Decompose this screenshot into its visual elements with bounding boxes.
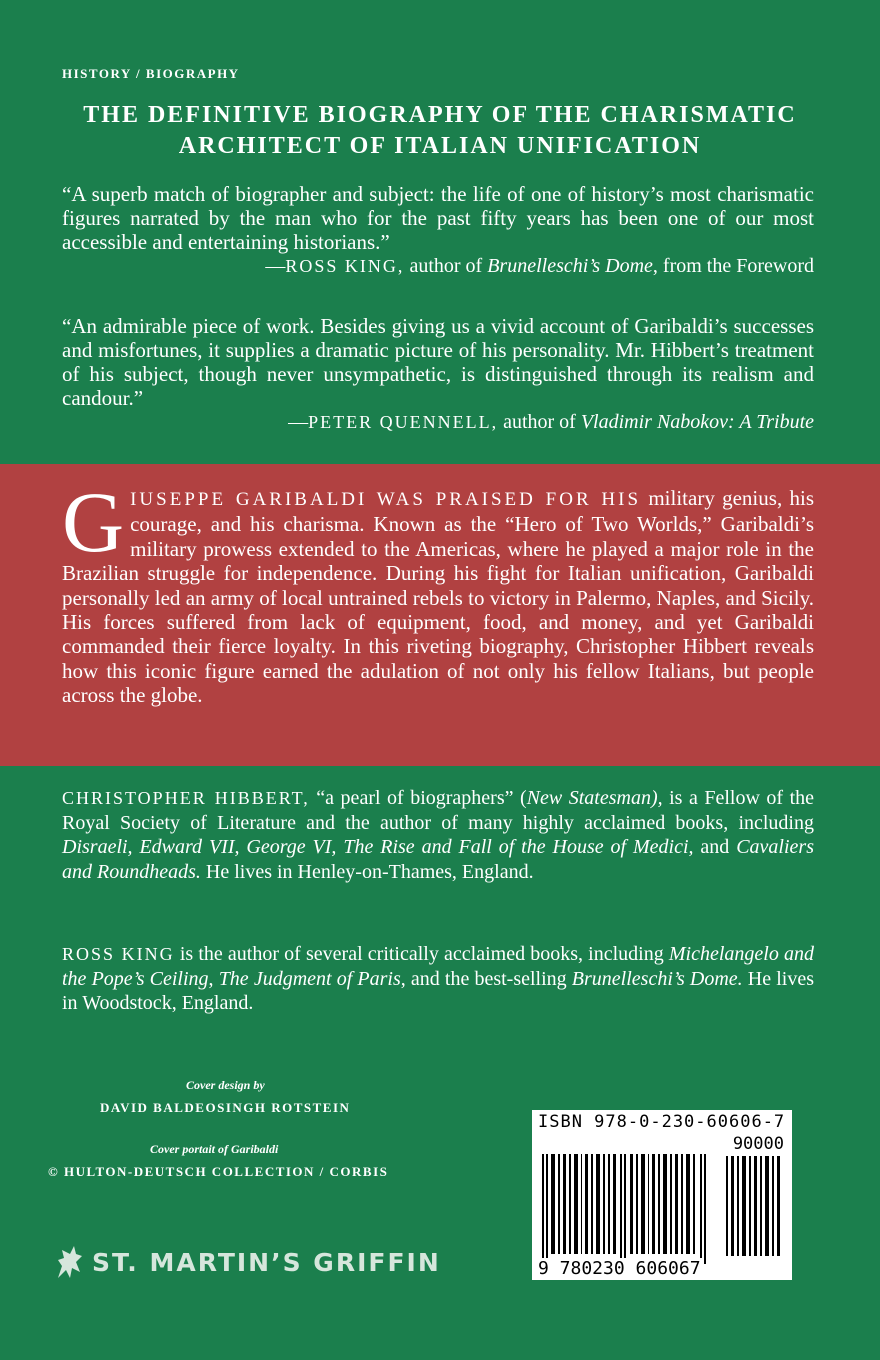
attribution-name: ROSS KING, [285, 256, 405, 276]
quote-text: “A superb match of biographer and subject: the life of one of history’s most charismatic figures narrated by the man who for the past fifty years has been one of our most accessible and entertaining historians.” [62, 182, 814, 254]
headline-line-2: ARCHITECT OF ITALIAN UNIFICATION [178, 133, 702, 159]
attribution-work: Brunelleschi’s Dome [487, 255, 653, 277]
attribution-name: PETER QUENNELL, [308, 412, 499, 432]
quote-attribution: —PETER QUENNELL, author of Vladimir Nabokov: A Tribute [288, 411, 814, 433]
book-description [62, 474, 814, 708]
quote-ross-king [62, 182, 814, 278]
quote-text: “An admirable piece of work. Besides giving us a vivid account of Garibaldi’s successes and misfortunes, it supplies a dramatic picture of his personality. Mr. Hibbert’s treatment of his subject, though never unsympathetic, is distinguished through its realism and candour.” [62, 314, 814, 410]
publisher-logo [52, 1242, 441, 1282]
portrait-source: © HULTON-DEUTSCH COLLECTION / CORBIS [48, 1164, 389, 1179]
isbn-number: ISBN 978-0-230-60606-7 [538, 1112, 786, 1132]
portrait-credit-label: Cover portait of Garibaldi [150, 1142, 279, 1156]
author-bio: CHRISTOPHER HIBBERT, “a pearl of biographers” (New Statesman), is a Fellow of the Royal Society of Literature and the author of many highly acclaimed books, including Disraeli, Edward VII, George VI, The Rise and Fall of the House of Medici, and Cavaliers and Roundheads. He lives in Henley-on-Thames, England. [62, 787, 815, 883]
description-body: military genius, his courage, and his charisma. Known as the “Hero of Two Worlds,” Garibaldi’s military prowess extended to the Americas, where he played a major role in the Brazilian struggle for independence. During his fight for Italian unification, Garibaldi personally led an army of local untrained rebels to victory in Palermo, Naples, and Sicily. His forces suffered from lack of equipment, food, and money, and yet Garibaldi commanded their fierce loyalty. In this riveting biography, Christopher Hibbert reveals how this iconic figure earned the adulation of not only his fellow Italians, but people across the globe. [62, 486, 814, 708]
quote-peter-quennell [62, 314, 814, 434]
description-lead: IUSEPPE GARIBALDI WAS PRAISED FOR HIS [130, 489, 642, 510]
addon-barcode-bars [724, 1156, 784, 1256]
griffin-icon [52, 1242, 86, 1282]
isbn-barcode [532, 1110, 792, 1280]
headline [40, 100, 840, 162]
category-label: HISTORY / BIOGRAPHY [62, 66, 240, 81]
publisher-name: ST. MARTIN’S GRIFFIN [92, 1247, 441, 1277]
quote-attribution: —ROSS KING, author of Brunelleschi’s Dome, from the Foreword [265, 255, 814, 277]
foreword-author-bio: ROSS KING is the author of several critically acclaimed books, including Michelangelo and the Pope’s Ceiling, The Judgment of Paris, and the best-selling Brunelleschi’s Dome. He lives in Woodstock, England. [62, 943, 815, 1014]
design-credit-label: Cover design by [186, 1078, 265, 1092]
ean-digits: 9 780230 606067 [538, 1258, 701, 1279]
drop-cap: G [62, 474, 125, 570]
author-name: CHRISTOPHER HIBBERT, [62, 788, 310, 808]
attribution-work: Vladimir Nabokov: A Tribute [580, 411, 814, 433]
headline-line-1: THE DEFINITIVE BIOGRAPHY OF THE CHARISMATIC [83, 102, 797, 128]
price-code: 90000 [732, 1134, 784, 1154]
foreword-author-name: ROSS KING [62, 944, 175, 964]
designer-name: DAVID BALDEOSINGH ROTSTEIN [100, 1100, 351, 1115]
barcode-bars [536, 1154, 712, 1264]
